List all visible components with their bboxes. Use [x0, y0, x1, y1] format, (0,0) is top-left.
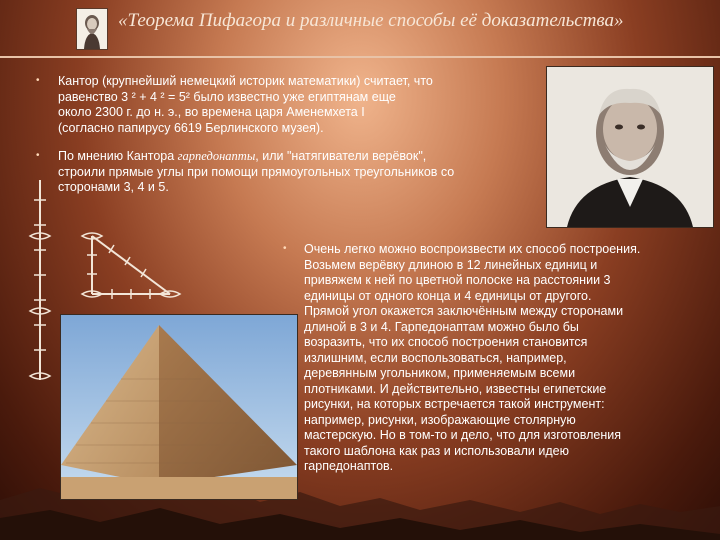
bullet-marker: • [36, 150, 40, 161]
bullet-3-line: возразить, что их способ построения становится [304, 335, 588, 349]
bullet-3-line: такого шаблона как раз и использовали идею [304, 443, 569, 458]
bullet-1-line: (согласно папирусу 6619 Берлинского музея). [58, 120, 324, 135]
bullet-marker: • [36, 75, 40, 86]
bullet-2-line [58, 149, 538, 165]
bullet-2-line: строили прямые углы при помощи прямоугольных треугольников со [58, 164, 455, 179]
bullet-3-line: гарпедонаптов. [304, 459, 394, 473]
bullet-3-line: деревянным угольником, применяемым всеми [304, 366, 576, 380]
bullet-2 [58, 149, 538, 196]
bullet-2-line: сторонами 3, 4 и 5. [58, 180, 169, 194]
bullet-2-suffix: , или "натягиватели верёвок", [255, 149, 427, 163]
bullet-3-line: единицы от одного конца и 4 единицы от другого. [304, 288, 592, 303]
knotted-rope-illustration [22, 180, 62, 390]
bullet-1-line: около 2300 г. до н. э., во времена царя Аменемхета I [58, 105, 365, 119]
slide-title: «Теорема Пифагора и различные способы её доказательства» [118, 10, 624, 31]
bullet-1 [58, 74, 538, 136]
bullet-3-line: Возьмем верёвку длиною в 12 линейных единиц и [304, 257, 598, 272]
bullet-3-line: рисунки, на которых встречается такой инструмент: [304, 397, 605, 411]
bullet-1-line: равенство 3 ² + 4 ² = 5² было известно уже египтянам еще [58, 89, 396, 104]
bullet-3-line: плотниками. И действительно, известны египетские [304, 381, 607, 396]
bullet-2-prefix: По мнению Кантора [58, 149, 178, 163]
pythagoras-portrait [76, 8, 108, 50]
bullet-3-line: например, рисунки, изображающие столярную [304, 412, 576, 427]
pyramid-photo [60, 314, 298, 500]
bullet-3-line: Очень легко можно воспроизвести их способ построения. [304, 242, 641, 256]
bullet-3-line: Прямой угол окажется заключённым между сторонами [304, 304, 624, 318]
rope-triangle-illustration [74, 228, 184, 304]
title-divider [0, 56, 720, 58]
cantor-portrait [546, 66, 714, 228]
bullet-1-line: Кантор (крупнейший немецкий историк математики) считает, что [58, 74, 433, 88]
bullet-3-line: мастерскую. Но в том-то и дело, что для изготовления [304, 428, 622, 442]
bullet-3-line: привяжем к ней по цветной полоске на расстоянии 3 [304, 273, 611, 287]
bullet-2-term: гарпедонапты [177, 149, 256, 163]
bullet-marker: • [283, 243, 287, 254]
bullet-3-line: излишним, если воспользоваться, например, [304, 350, 567, 365]
bullet-3-line: длиной в 3 и 4. Гарпедонаптам можно было бы [304, 319, 579, 334]
